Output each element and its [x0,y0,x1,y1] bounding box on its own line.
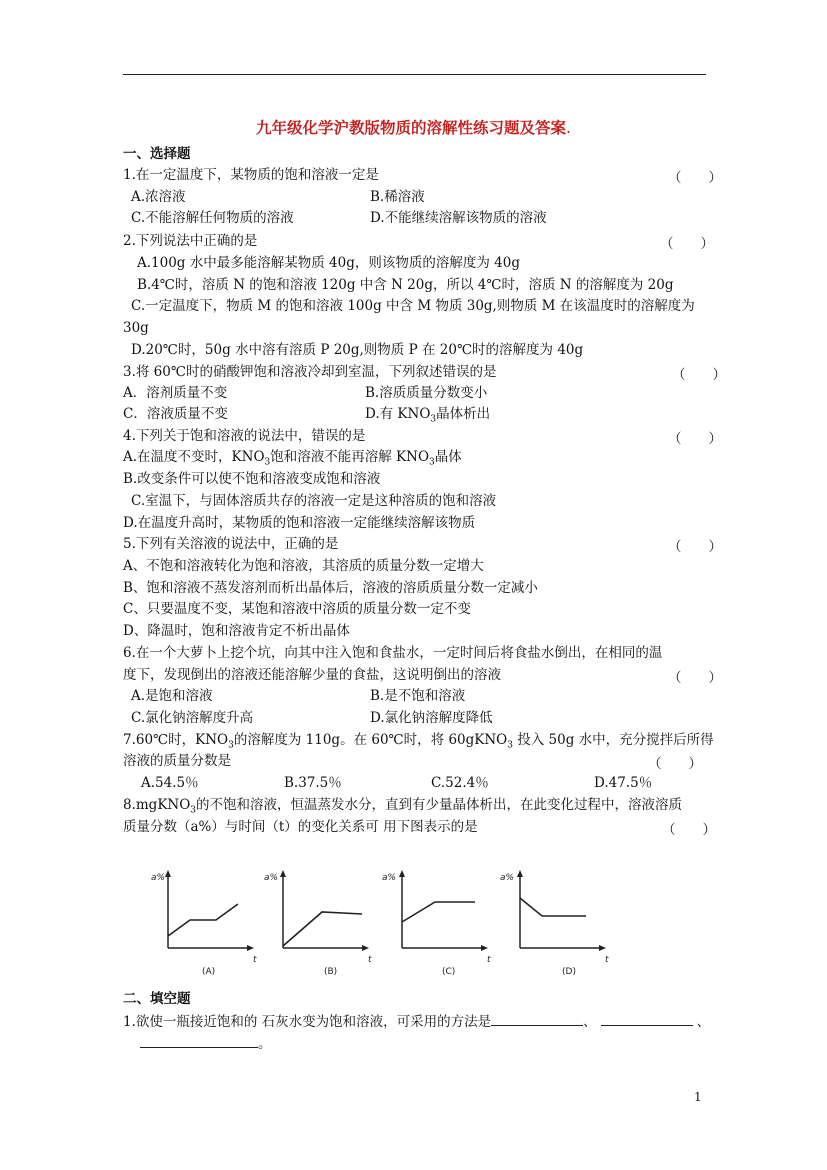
question-8-stem-continued: 质量分数（a%）与时间（t）的变化关系可 用下图表示的是 [123,819,478,835]
option-a: A.浓溶液 [131,189,186,205]
option-c: C.52.4％ [431,775,489,791]
option-c: C.不能溶解任何物质的溶液 [131,210,294,226]
x-axis-label: t [253,955,257,965]
caption-c: (C) [442,967,456,977]
option-a: A、不饱和溶液转化为饱和溶液，其溶质的质量分数一定增大 [123,558,484,574]
option-c: C．溶液质量不变 [123,406,228,422]
caption-d: (D) [562,967,576,977]
page-title: 九年级化学沪教版物质的溶解性练习题及答案. [256,118,571,137]
option-a: A.100g 水中最多能溶解某物质 40g，则该物质的溶解度为 40g [137,255,520,271]
graph-c [382,870,491,977]
graph-a [151,870,257,977]
y-axis-label: a% [264,873,279,883]
question-7-stem-continued: 溶液的质量分数是 [123,753,231,769]
option-c: C、只要温度不变，某饱和溶液中溶质的质量分数一定不变 [123,601,471,617]
x-axis-label: t [368,955,372,965]
option-c: C.一定温度下，物质 M 的饱和溶液 100g 中含 M 物质 30g,则物质 M 在该温度时的溶解度为 [131,298,695,314]
curve-a [168,904,238,936]
option-b: B.37.5％ [284,775,342,791]
question-6-stem-continued: 度下，发现倒出的溶液还能溶解少量的食盐，这说明倒出的溶液 [123,667,501,683]
question-8-stem: 8.mgKNO$_3$的不饱和溶液，恒温蒸发水分，直到有少量晶体析出，在此变化过程中，溶液溶质 [123,797,683,816]
header-rule [123,74,706,75]
option-b: B、饱和溶液不蒸发溶剂而析出晶体后，溶液的溶质质量分数一定减小 [123,580,538,596]
option-d: D.有 $KNO_3$晶体析出 [365,406,491,425]
graph-b [264,870,372,977]
option-b: B.改变条件可以使不饱和溶液变成饱和溶液 [123,471,381,487]
option-c: C.氯化钠溶解度升高 [131,710,254,726]
page-number: 1 [694,1090,702,1104]
graph-d [500,870,609,977]
y-axis-label: a% [382,873,397,883]
answer-bracket: （ ） [648,756,702,772]
x-axis-label: t [605,955,609,965]
option-d: D.47.5％ [594,775,653,791]
question-5-stem: 5.下列有关溶液的说法中，正确的是 [123,536,339,552]
option-d: D、降温时，饱和溶液肯定不析出晶体 [123,623,350,639]
fill-question-1: 1.欲使一瓶接近饱和的 石灰水变为饱和溶液，可采用的方法是 、 、 [123,1014,711,1030]
answer-bracket: （ ） [668,670,722,686]
x-axis-label: t [487,955,491,965]
option-a: A．溶剂质量不变 [123,385,228,401]
question-2-stem: 2.下列说法中正确的是 [123,233,258,249]
question-4-stem: 4.下列关于饱和溶液的说法中，错误的是 [123,428,366,444]
fill-question-1-continued: 。 [140,1035,272,1053]
answer-blank-1[interactable] [491,1013,583,1026]
option-c: C.室温下，与固体溶质共存的溶液一定是这种溶质的饱和溶液 [131,493,497,509]
curve-d [520,898,586,916]
question-6-stem: 6.在一个大萝卜上挖个坑，向其中注入饱和食盐水，一定时间后将食盐水倒出，在相同的温 [123,645,663,661]
option-b: B.溶质质量分数变小 [365,385,488,401]
graph-options-figure [150,860,620,985]
answer-bracket: （ ） [660,236,714,252]
question-7-stem: 7.60℃时，$KNO_3$的溶解度为 110g。在 60℃时，将 60gKNO$_3$ 投入 50g 水中，充分搅拌后所得 [123,732,714,751]
answer-bracket: （ ） [668,170,722,186]
question-1-stem: 1.在一定温度下，某物质的饱和溶液一定是 [123,167,379,183]
answer-blank-2[interactable] [601,1013,693,1026]
option-b: B.是不饱和溶液 [370,688,466,704]
option-d: D.20℃时，50g 水中溶有溶质 P 20g,则物质 P 在 20℃时的溶解度为 40g [131,342,584,358]
answer-bracket: （ ） [668,539,722,555]
section-heading-fill: 二、填空题 [123,991,191,1007]
option-d: D.在温度升高时，某物质的饱和溶液一定能继续溶解该物质 [123,515,476,531]
option-d: D.氯化钠溶解度降低 [370,710,493,726]
answer-bracket: （ ） [662,822,716,838]
y-axis-label: a% [151,873,166,883]
option-c-continued: 30g [123,320,149,336]
caption-b: (B) [324,967,338,977]
caption-a: (A) [202,967,216,977]
section-heading-choice: 一、选择题 [123,146,191,162]
answer-bracket: （ ） [672,367,726,383]
curve-b [283,912,362,946]
option-b: B.4℃时，溶质 N 的饱和溶液 120g 中含 N 20g，所以 4℃时，溶质 N 的溶解度为 20g [137,277,674,293]
y-axis-label: a% [500,873,515,883]
answer-bracket: （ ） [668,431,722,447]
option-a: A.54.5％ [141,775,199,791]
option-b: B.稀溶液 [370,189,425,205]
option-a: A.是饱和溶液 [131,688,213,704]
question-3-stem: 3.将 60℃时的硝酸钾饱和溶液冷却到室温，下列叙述错误的是 [123,364,497,380]
option-d: D.不能继续溶解该物质的溶液 [370,210,547,226]
option-a: A.在温度不变时，$KNO_3$饱和溶液不能再溶解 $KNO_3$晶体 [123,449,462,468]
answer-blank-3[interactable] [140,1035,258,1048]
curve-c [402,902,475,922]
